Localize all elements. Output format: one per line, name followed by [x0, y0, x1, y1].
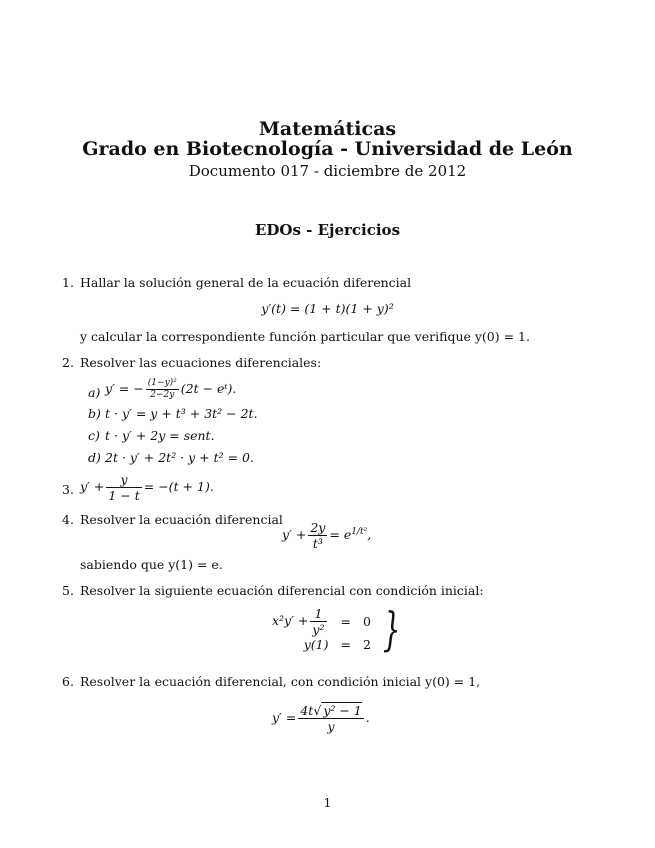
item-number: 5.: [62, 583, 74, 598]
formula: t · y′ = y + t³ + 3t² − 2t.: [105, 406, 258, 421]
item-text: Hallar la solución general de la ecuación diferencial: [80, 275, 412, 290]
item-number: 6.: [62, 674, 74, 689]
item-number: 1.: [62, 275, 74, 290]
item-number: 3.: [62, 482, 74, 497]
item-text: sabiendo que y(1) = e.: [80, 557, 223, 572]
right-brace: }: [382, 602, 401, 656]
formula: y′ = − $\frac{\text{(1−y)²}}{2-2y}$ (2t − eᵗ).: [105, 378, 237, 400]
item-text: Resolver la ecuación diferencial, con condición inicial y(0) = 1,: [80, 674, 481, 689]
subitem-label: d): [88, 450, 101, 465]
item-number: 2.: [62, 355, 74, 370]
equation-system: x²y′ + $\frac{1}{\text{y²}}$ = 0 y(1) = 2 }: [272, 602, 401, 656]
formula: 2t · y′ + 2t² · y + t² = 0.: [105, 450, 254, 465]
formula: y′ = $\frac{\text{4t√ y² − 1}}{y}$ .: [272, 703, 370, 734]
item-number: 4.: [62, 512, 74, 527]
section-title: EDOs - Ejercicios: [254, 221, 401, 239]
formula: y′ + $\frac{2y}{\text{t³}}$ = $e^{1/t^2}$,: [282, 520, 372, 551]
subitem-label: c): [88, 428, 100, 443]
doc-subtitle: Grado en Biotecnología - Universidad de León: [82, 138, 573, 160]
item-text: y calcular la correspondiente función particular que verifique y(0) = 1.: [80, 329, 530, 344]
item-text: Resolver la siguiente ecuación diferencial con condición inicial:: [80, 583, 484, 598]
doc-title: Matemáticas: [258, 118, 397, 140]
doc-info: Documento 017 - diciembre de 2012: [188, 162, 467, 180]
formula: t · y′ + 2y = sent.: [105, 428, 215, 443]
item-text: Resolver la ecuación diferencial: [80, 512, 283, 527]
page-number: 1: [323, 795, 332, 810]
formula: y′(t) = (1 + t)(1 + y)²: [261, 301, 394, 316]
formula: y′ + $\frac{y}{1 - t}$ = −(t + 1).: [80, 472, 214, 503]
item-text: Resolver las ecuaciones diferenciales:: [80, 355, 322, 370]
subitem-label: b): [88, 406, 101, 421]
subitem-label: a): [88, 385, 101, 400]
